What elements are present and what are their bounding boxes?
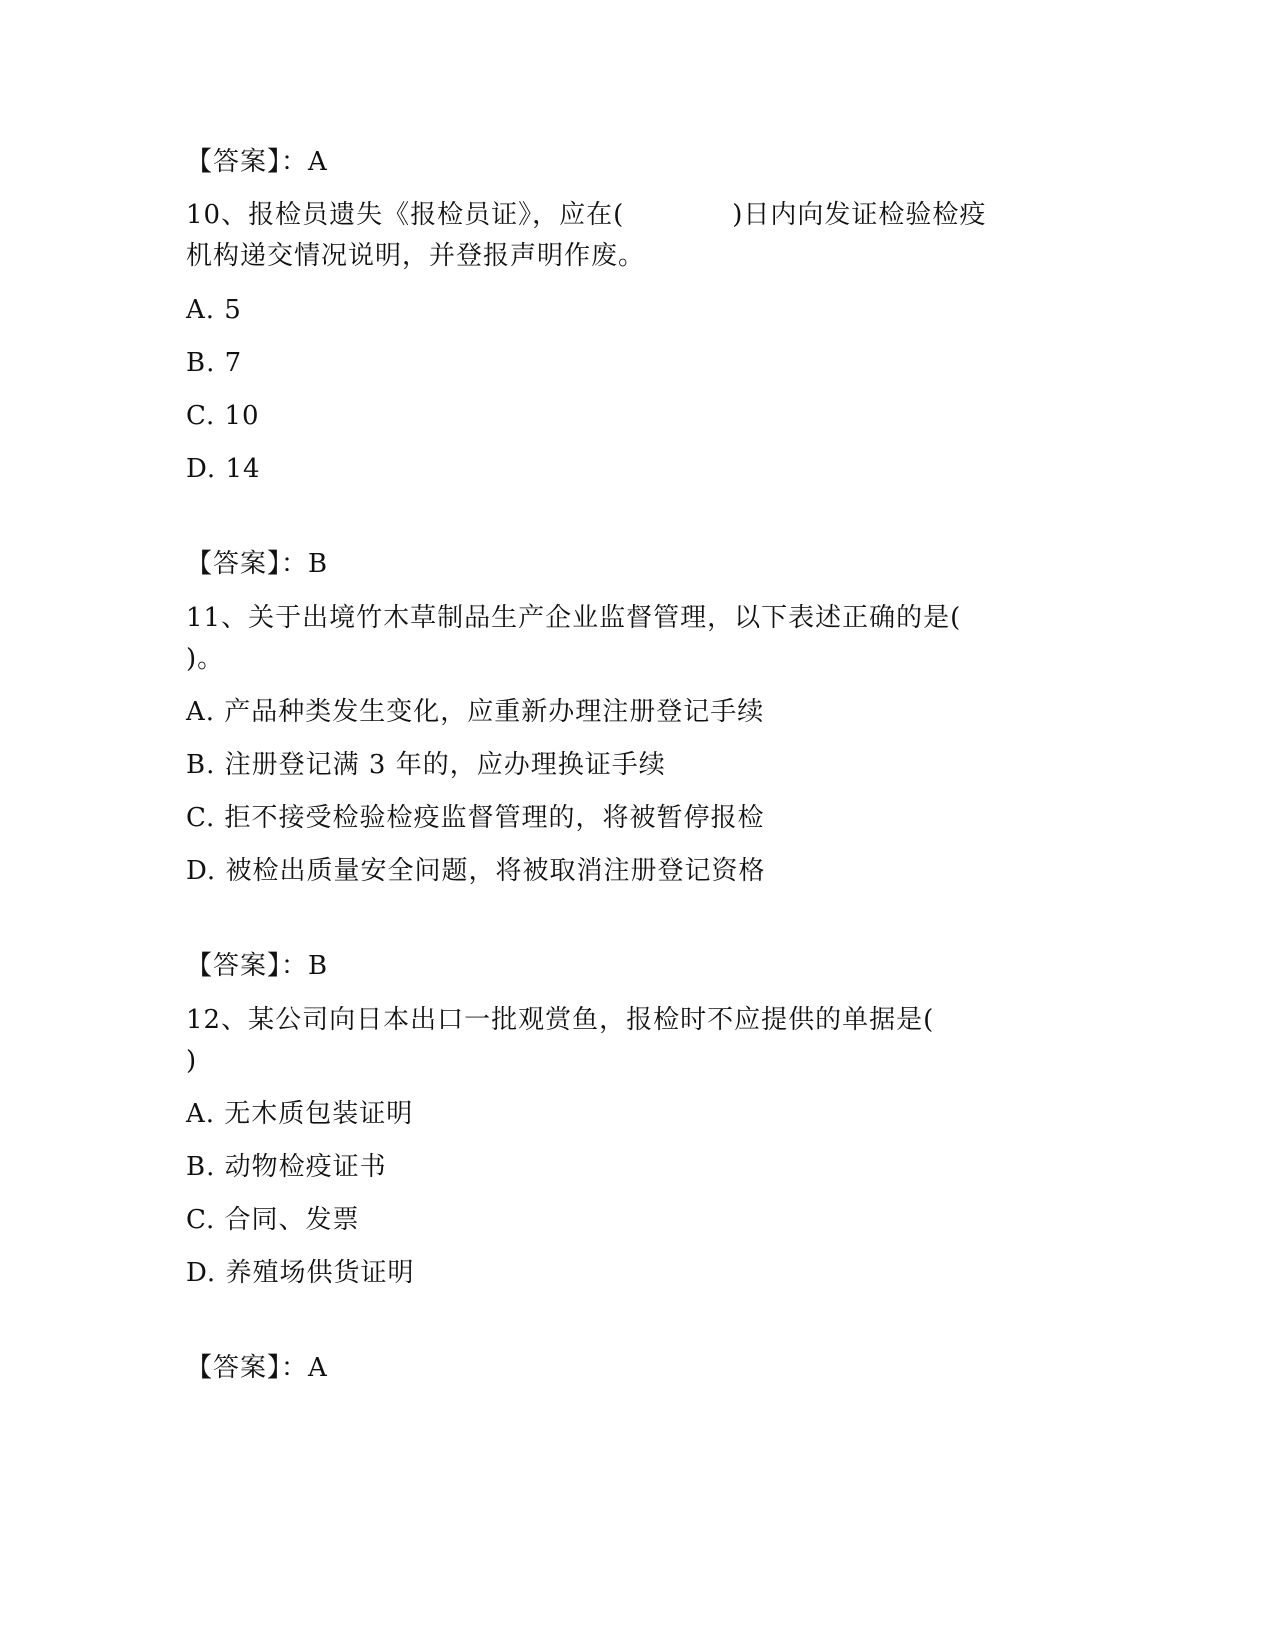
answer-line — [186, 951, 328, 981]
question-11-option-c: C. 拒不接受检验检疫监督管理的，将被暂停报检 — [186, 803, 765, 833]
question-11-line1: 11、关于出境竹木草制品生产企业监督管理，以下表述正确的是( — [186, 603, 962, 633]
question-10-option-b: B. 7 — [186, 348, 243, 378]
question-10-option-d: D. 14 — [186, 454, 261, 484]
question-11-option-a: A. 产品种类发生变化，应重新办理注册登记手续 — [186, 697, 765, 727]
answer-line — [186, 1353, 328, 1383]
answer-value: B — [308, 549, 329, 579]
answer-label: 【答案】： — [186, 549, 309, 579]
answer-label: 【答案】： — [186, 951, 309, 981]
question-10-option-a: A. 5 — [186, 295, 242, 325]
answer-value: A — [308, 1353, 328, 1383]
question-10-line1: 10、报检员遗失《报检员证》，应在( )日内向发证检验检疫 — [186, 200, 987, 230]
answer-line — [186, 549, 328, 579]
question-12-option-b: B. 动物检疫证书 — [186, 1152, 387, 1182]
answer-label: 【答案】： — [186, 1353, 309, 1383]
answer-value: A — [308, 147, 328, 177]
answer-label: 【答案】： — [186, 147, 309, 177]
question-11-line2: )。 — [186, 644, 225, 674]
answer-line — [186, 147, 328, 177]
question-12-line2: ) — [186, 1046, 198, 1076]
question-11-option-d: D. 被检出质量安全问题，将被取消注册登记资格 — [186, 856, 766, 886]
question-12-option-d: D. 养殖场供货证明 — [186, 1258, 415, 1288]
question-11-option-b: B. 注册登记满 3 年的，应办理换证手续 — [186, 750, 666, 780]
question-12-line1: 12、某公司向日本出口一批观赏鱼，报检时不应提供的单据是( — [186, 1005, 935, 1035]
question-10-option-c: C. 10 — [186, 401, 260, 431]
question-12-option-c: C. 合同、发票 — [186, 1205, 360, 1235]
question-10-line2: 机构递交情况说明，并登报声明作废。 — [186, 241, 646, 271]
question-12-option-a: A. 无木质包装证明 — [186, 1099, 414, 1129]
answer-value: B — [308, 951, 329, 981]
